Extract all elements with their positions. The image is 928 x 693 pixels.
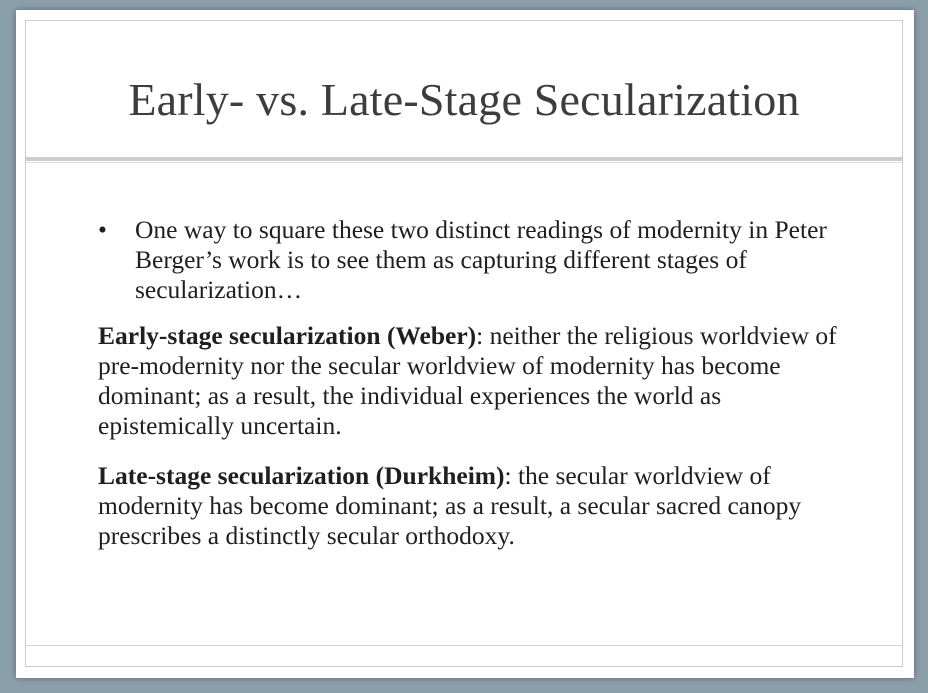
title-divider <box>26 157 902 161</box>
slide <box>16 10 914 678</box>
footer-divider <box>26 645 902 646</box>
early-stage-paragraph <box>98 321 838 441</box>
slide-title: Early- vs. Late-Stage Secularization <box>128 74 800 125</box>
bullet-item <box>98 215 838 305</box>
late-stage-text: : the secular worldview of modernity has become dominant; as a result, a secular sacred canopy prescribes a distinctly secular orthodoxy. <box>98 461 802 550</box>
bullet-marker: • <box>98 215 107 244</box>
title-area <box>26 21 902 159</box>
late-stage-paragraph <box>98 461 838 551</box>
slide-content <box>98 215 838 571</box>
title-divider-thin <box>26 162 902 163</box>
late-stage-term: Late-stage secularization (Durkheim) <box>98 461 505 490</box>
early-stage-text: : neither the religious worldview of pre-modernity nor the secular worldview of modernity has become dominant; as a result, the individual experiences the world as epistemically uncertain. <box>98 321 837 440</box>
early-stage-term: Early-stage secularization (Weber) <box>98 321 477 350</box>
bullet-text: One way to square these two distinct readings of modernity in Peter Berger’s work is to see them as capturing different stages of secularization… <box>135 215 827 304</box>
